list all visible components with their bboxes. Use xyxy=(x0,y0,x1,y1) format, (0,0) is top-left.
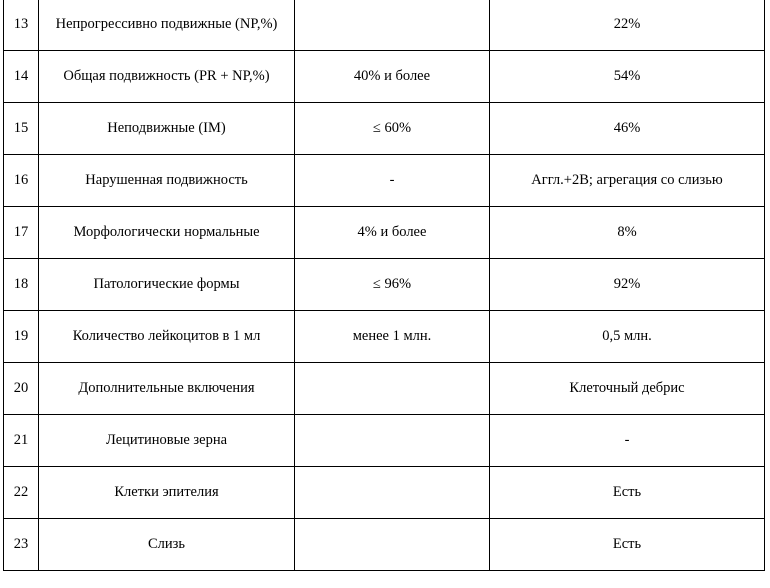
result-value: Есть xyxy=(490,519,765,571)
results-table-container xyxy=(3,0,764,571)
row-number: 22 xyxy=(4,467,39,519)
table-row xyxy=(4,415,765,467)
parameter-name: Неподвижные (IM) xyxy=(39,103,295,155)
row-number: 21 xyxy=(4,415,39,467)
row-number: 19 xyxy=(4,311,39,363)
reference-value xyxy=(295,363,490,415)
reference-value: менее 1 млн. xyxy=(295,311,490,363)
reference-value: 4% и более xyxy=(295,207,490,259)
row-number: 13 xyxy=(4,0,39,51)
parameter-name: Общая подвижность (PR + NP,%) xyxy=(39,51,295,103)
table-row xyxy=(4,155,765,207)
result-value: 0,5 млн. xyxy=(490,311,765,363)
table-row xyxy=(4,467,765,519)
results-table xyxy=(3,0,765,571)
parameter-name: Количество лейкоцитов в 1 мл xyxy=(39,311,295,363)
parameter-name: Патологические формы xyxy=(39,259,295,311)
result-value: - xyxy=(490,415,765,467)
reference-value: - xyxy=(295,155,490,207)
row-number: 14 xyxy=(4,51,39,103)
parameter-name: Дополнительные включения xyxy=(39,363,295,415)
parameter-name: Нарушенная подвижность xyxy=(39,155,295,207)
result-value: 54% xyxy=(490,51,765,103)
result-value: 92% xyxy=(490,259,765,311)
result-value: 8% xyxy=(490,207,765,259)
reference-value: 40% и более xyxy=(295,51,490,103)
reference-value xyxy=(295,0,490,51)
reference-value xyxy=(295,467,490,519)
reference-value: ≤ 60% xyxy=(295,103,490,155)
reference-value: ≤ 96% xyxy=(295,259,490,311)
row-number: 18 xyxy=(4,259,39,311)
result-value: 46% xyxy=(490,103,765,155)
row-number: 15 xyxy=(4,103,39,155)
parameter-name: Непрогрессивно подвижные (NP,%) xyxy=(39,0,295,51)
result-value: 22% xyxy=(490,0,765,51)
table-row xyxy=(4,51,765,103)
parameter-name: Морфологически нормальные xyxy=(39,207,295,259)
table-row xyxy=(4,207,765,259)
table-row xyxy=(4,519,765,571)
reference-value xyxy=(295,519,490,571)
table-row xyxy=(4,363,765,415)
row-number: 23 xyxy=(4,519,39,571)
table-row xyxy=(4,0,765,51)
result-value: Клеточный дебрис xyxy=(490,363,765,415)
result-value: Аггл.+2В; агрегация со слизью xyxy=(490,155,765,207)
parameter-name: Лецитиновые зерна xyxy=(39,415,295,467)
table-row xyxy=(4,103,765,155)
result-value: Есть xyxy=(490,467,765,519)
row-number: 16 xyxy=(4,155,39,207)
reference-value xyxy=(295,415,490,467)
parameter-name: Клетки эпителия xyxy=(39,467,295,519)
table-row xyxy=(4,311,765,363)
parameter-name: Слизь xyxy=(39,519,295,571)
table-row xyxy=(4,259,765,311)
row-number: 17 xyxy=(4,207,39,259)
row-number: 20 xyxy=(4,363,39,415)
